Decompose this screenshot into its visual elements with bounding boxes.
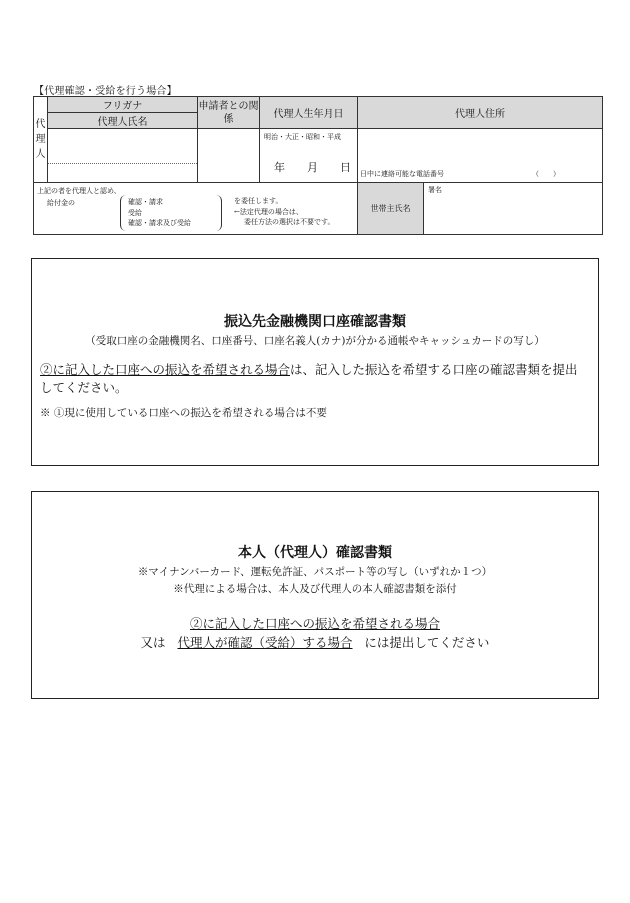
bank-box-instruction: は、記入した振込を希望する口座の確認書類を提出してください。 — [40, 362, 578, 395]
furigana-field[interactable] — [48, 148, 197, 164]
birthdate-label: 代理人生年月日 — [260, 97, 358, 129]
month-unit: 月 — [307, 161, 318, 174]
era-options: 明治・大正・昭和・平成 — [264, 133, 341, 141]
daytime-phone-label: 日中に連絡可能な電話番号 — [360, 170, 444, 178]
year-unit: 年 — [274, 161, 285, 174]
bank-box-subtitle: （受取口座の金融機関名、口座番号、口座名義人(カナ)が分かる通帳やキャッシュカードの写し） — [85, 335, 545, 347]
birthdate-field[interactable] — [260, 129, 358, 183]
or-label: 又は — [140, 635, 166, 650]
option-both[interactable]: 確認・請求及び受給 — [128, 219, 191, 227]
entrust-text: を委任します。 — [234, 197, 283, 205]
benefit-label: 給付金の — [47, 199, 75, 207]
phone-paren: （ ） — [532, 170, 560, 178]
bank-box-note: ※ ①現に使用している口座への振込を希望される場合は不要 — [40, 407, 327, 419]
proxy-condition: 代理人が確認（受給）する場合 — [177, 635, 353, 650]
signature-label: 署名 — [428, 186, 442, 194]
proxy-name-field[interactable] — [48, 129, 198, 183]
householder-label: 世帯主氏名 — [358, 183, 424, 235]
authorization-cell — [34, 183, 358, 235]
address-label: 代理人住所 — [358, 97, 603, 129]
legal-proxy-note: ←法定代理の場合は、 — [234, 207, 303, 216]
authorization-line: 上記の者を代理人と認め、 — [37, 187, 121, 195]
day-unit: 日 — [340, 161, 351, 174]
identity-box-title: 本人（代理人）確認書類 — [238, 545, 392, 561]
bank-box-body — [40, 361, 590, 397]
proxy-name-label: 代理人氏名 — [48, 113, 198, 129]
option-receive[interactable]: 受給 — [128, 208, 142, 217]
proxy-side-label: 代 理 人 — [34, 97, 48, 183]
address-field[interactable] — [358, 129, 603, 183]
legal-proxy-note-2: 委任方法の選択は不要です。 — [244, 218, 335, 226]
section-heading: 【代理確認・受給を行う場合】 — [34, 86, 177, 97]
proxy-table — [33, 96, 603, 235]
signature-field[interactable] — [424, 183, 603, 235]
condition-tail: には提出してください — [364, 635, 490, 650]
identity-box-condition-2 — [32, 633, 598, 651]
identity-box-note-1: ※マイナンバーカード、運転免許証、パスポート等の写し（いずれか１つ） — [137, 566, 493, 578]
relationship-field[interactable] — [198, 129, 260, 183]
furigana-label: フリガナ — [48, 97, 198, 113]
identity-box-note-2: ※代理による場合は、本人及び代理人の本人確認書類を添付 — [173, 583, 457, 595]
bank-box-condition: ②に記入した口座への振込を希望される場合 — [40, 362, 291, 377]
bank-box-title: 振込先金融機関口座確認書類 — [224, 314, 406, 330]
option-confirm[interactable]: 確認・請求 — [128, 198, 163, 206]
identity-box-condition-1: ②に記入した口座への振込を希望される場合 — [189, 616, 440, 631]
identity-document-box — [31, 491, 599, 699]
bank-account-document-box — [31, 258, 599, 466]
relationship-label: 申請者との関係 — [198, 97, 260, 129]
